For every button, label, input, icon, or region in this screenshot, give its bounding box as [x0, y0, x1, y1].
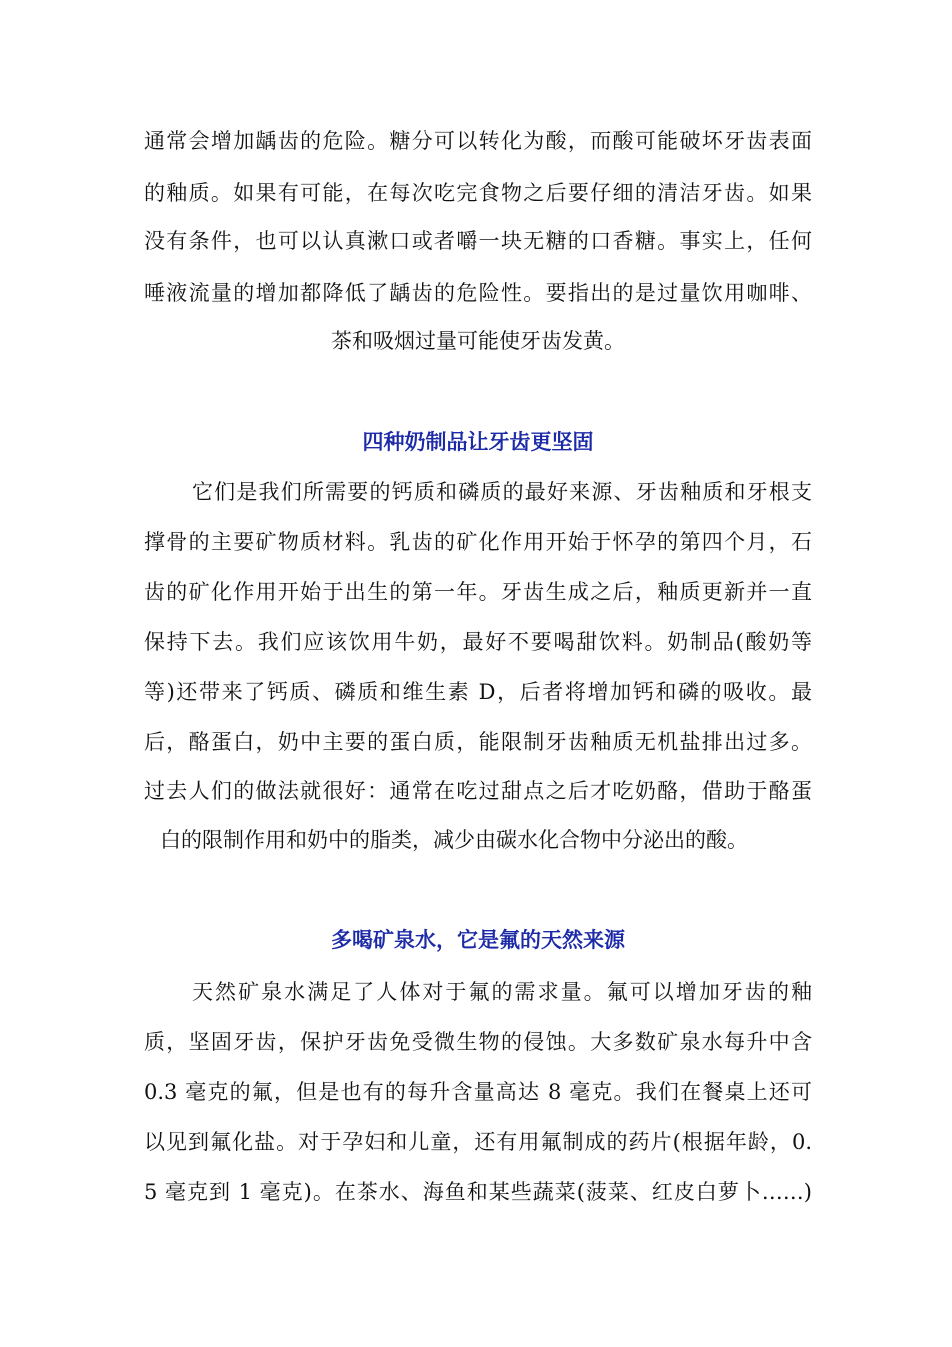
paragraph-line: 等)还带来了钙质、磷质和维生素 D，后者将增加钙和磷的吸收。最	[144, 680, 812, 704]
paragraph-line: 质，坚固牙齿，保护牙齿免受微生物的侵蚀。大多数矿泉水每升中含	[144, 1030, 812, 1054]
paragraph-line: 后，酪蛋白，奶中主要的蛋白质，能限制牙齿釉质无机盐排出过多。	[144, 730, 812, 754]
paragraph-line: 唾液流量的增加都降低了龋齿的危险性。要指出的是过量饮用咖啡、	[144, 281, 812, 305]
paragraph-line: 保持下去。我们应该饮用牛奶，最好不要喝甜饮料。奶制品(酸奶等	[144, 630, 812, 654]
paragraph-line: 齿的矿化作用开始于出生的第一年。牙齿生成之后，釉质更新并一直	[144, 580, 812, 604]
paragraph-line-first: 天然矿泉水满足了人体对于氟的需求量。氟可以增加牙齿的釉	[192, 980, 812, 1004]
paragraph-line: 5 毫克到 1 毫克)。在茶水、海鱼和某些蔬菜(菠菜、红皮白萝卜……)	[144, 1180, 812, 1204]
paragraph-line: 通常会增加龋齿的危险。糖分可以转化为酸，而酸可能破坏牙齿表面	[144, 129, 812, 153]
paragraph-line: 没有条件，也可以认真漱口或者嚼一块无糖的口香糖。事实上，任何	[144, 229, 812, 253]
paragraph-line-last: 白的限制作用和奶中的脂类，减少由碳水化合物中分泌出的酸。	[160, 828, 748, 852]
paragraph-line-first: 它们是我们所需要的钙质和磷质的最好来源、牙齿釉质和牙根支	[192, 480, 812, 504]
paragraph-line: 以见到氟化盐。对于孕妇和儿童，还有用氟制成的药片(根据年龄，0.	[144, 1130, 812, 1154]
paragraph-line: 的釉质。如果有可能，在每次吃完食物之后要仔细的清洁牙齿。如果	[144, 181, 812, 205]
section-heading-water: 多喝矿泉水，它是氟的天然来源	[331, 927, 625, 952]
section-heading-dairy: 四种奶制品让牙齿更坚固	[362, 429, 594, 454]
paragraph-line-last: 茶和吸烟过量可能使牙齿发黄。	[331, 329, 625, 353]
paragraph-line: 撑骨的主要矿物质材料。乳齿的矿化作用开始于怀孕的第四个月，石	[144, 530, 812, 554]
paragraph-line: 过去人们的做法就很好：通常在吃过甜点之后才吃奶酪，借助于酪蛋	[144, 779, 812, 803]
paragraph-line: 0.3 毫克的氟，但是也有的每升含量高达 8 毫克。我们在餐桌上还可	[144, 1080, 812, 1104]
